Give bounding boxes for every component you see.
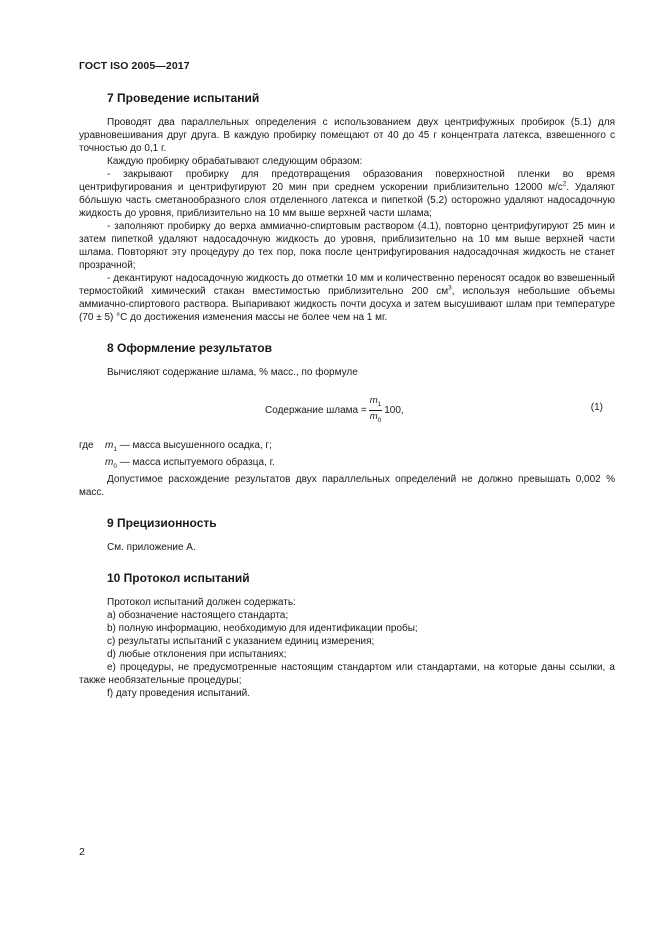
formula-fraction (369, 395, 383, 426)
equation-number: (1) (590, 402, 603, 413)
where-line-2 (79, 456, 615, 473)
formula-block (79, 393, 615, 423)
formula-lhs: Содержание шлама = (265, 404, 367, 416)
superscript: 3 (448, 284, 452, 292)
section-8-paragraph-1: Вычисляют содержание шлама, % масс., по формуле (107, 367, 358, 378)
where-word: где (79, 440, 94, 451)
section-8-paragraph-2: Допустимое расхождение результатов двух параллельных определений не должно превышать 0,002 % масс. (79, 474, 615, 498)
section-10-title: 10 Протокол испытаний (107, 571, 250, 585)
formula (265, 395, 404, 426)
where-line-1 (79, 439, 615, 456)
formula-rhs: 100, (384, 404, 404, 416)
fraction-numerator: $m_1$ (369, 395, 383, 411)
list-item-e: e) процедуры, не предусмотренные настоящим стандартом или стандартами, на которые даны ссылки, а также необязательные процедуры; (79, 662, 615, 686)
section-7-title: 7 Проведение испытаний (107, 91, 260, 105)
section-9-paragraph-1: См. приложение А. (107, 542, 196, 553)
step-1-text-a: - закрывают пробирку для предотвращения образования поверхностной пленки во время центрифугирования и центрифугируют 20 мин при среднем ускорении приблизительно 12000 м/с (79, 169, 615, 193)
list-item-a: a) обозначение настоящего стандарта; (107, 610, 289, 621)
list-item-d: d) любые отклонения при испытаниях; (107, 649, 287, 660)
section-7-paragraph-2: Каждую пробирку обрабатывают следующим образом: (107, 156, 363, 167)
section-7-step-1 (79, 168, 615, 220)
document-code-header: ГОСТ ISO 2005—2017 (79, 60, 190, 72)
list-item-c: c) результаты испытаний с указанием единиц измерения; (107, 636, 375, 647)
superscript: 2 (562, 180, 567, 188)
step-1-text-b: . Удаляют бо́льшую часть сметанообразного слоя отделенного латекса и пипеткой (5.2) осторожно удаляют надосадочную жидкость до уровня, приблизительно на 10 мм выше верхней части шлама; (79, 182, 615, 219)
list-item-b: b) полную информацию, необходимую для идентификации пробы; (107, 623, 418, 634)
where-definition-2: $m_0$ — масса испытуемого образца, г. (105, 457, 275, 470)
list-item-f: f) дату проведения испытаний. (107, 688, 251, 699)
fraction-denominator: $m_0$ (369, 410, 382, 424)
section-8-title: 8 Оформление результатов (107, 341, 272, 355)
section-10-intro: Протокол испытаний должен содержать: (107, 597, 296, 608)
step-3-text-a: - декантируют надосадочную жидкость до отметки 10 мм и количественно переносят осадок во взвешенный термостойкий химический стакан вместимостью приблизительно 200 см (79, 273, 615, 297)
document-body (79, 91, 615, 700)
section-7-paragraph-1: Проводят два параллельных определения с использованием двух центрифужных пробирок (5.1) для уравновешивания друг друга. В каждую пробирку помещают от 40 до 45 г концентрата латекса, взвешенного с точностью до 0,1 г. (79, 117, 615, 154)
section-7-step-3 (79, 272, 615, 324)
step-3-text-b: , используя небольшие объемы аммиачно-спиртового раствора. Выпаривают жидкость почти досуха и затем высушивают шлам при температуре (70 ± 5) °С до достижения изменения массы не более чем на 1 мг. (79, 286, 615, 323)
page-number: 2 (79, 846, 85, 858)
section-9-title: 9 Прецизионность (107, 516, 217, 530)
section-7-step-2: - заполняют пробирку до верха аммиачно-спиртовым раствором (4.1), повторно центрифугируют 25 мин и затем пипеткой удаляют надосадочную жидкость до уровня, приблизительно на 10 мм выше верхней части шлама. Повторяют эту процедуру до тех пор, пока после центрифугирования надосадочная жидкость не станет прозрачной; (79, 221, 615, 271)
where-definition-1: $m_1$ — масса высушенного осадка, г; (105, 440, 272, 453)
